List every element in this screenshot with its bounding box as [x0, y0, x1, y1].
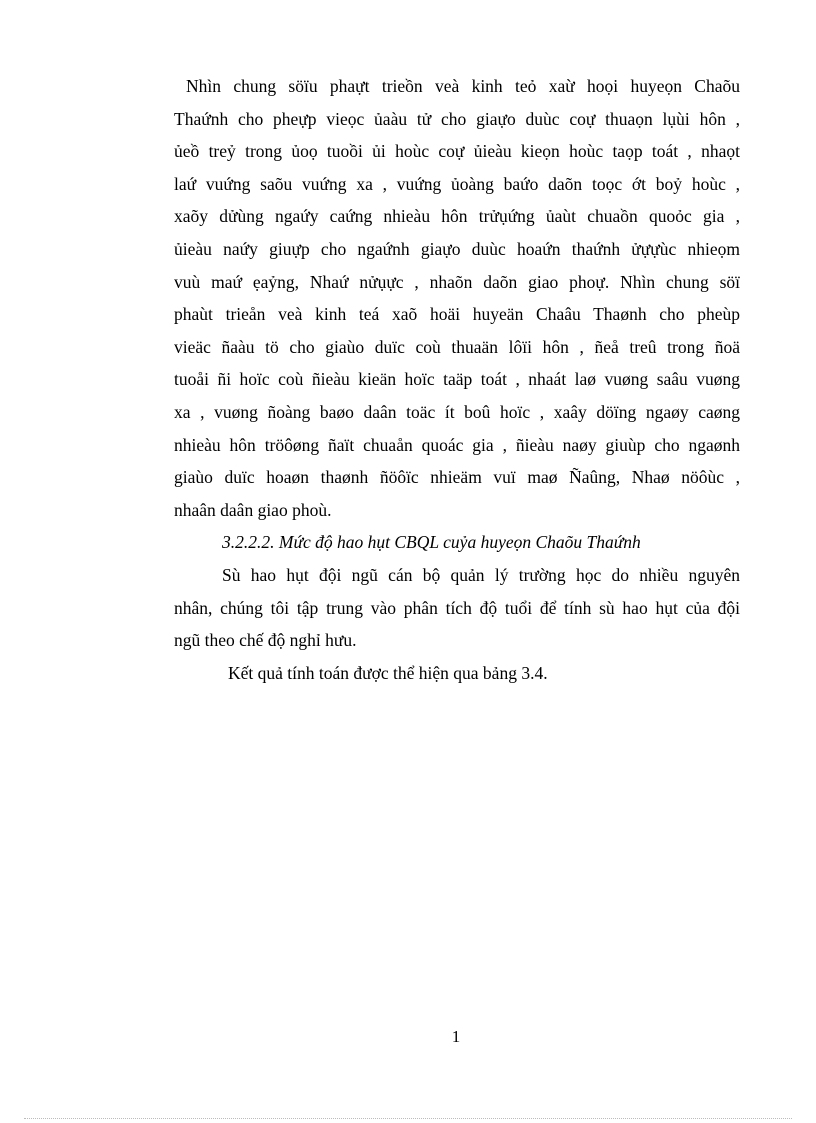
paragraph-line: xa , vuøng ñoàng baøo daân toäc ít boû hoïc , xaây döïng ngaøy caøng — [174, 401, 740, 422]
paragraph-line: tuoåi ñi hoïc coù ñieàu kieän hoïc taäp toát , nhaát laø vuøng saâu vuøng — [174, 369, 740, 390]
paragraph-line: vieäc ñaàu tö cho giaùo duïc coù thuaän lôïi hôn , ñeå treû trong ñoä — [174, 336, 740, 357]
paragraph-line: vuù maứ ẹaỷng, Nhaứ nửụực , nhaõn daõn giao phoự. Nhìn chung söï — [174, 271, 740, 292]
paragraph-line: Sù hao hụt đội ngũ cán bộ quản lý trường học do nhiều nguyên — [222, 564, 740, 585]
paragraph-line: ủeồ treỷ trong ủoọ tuoồi ủi hoùc coự ủieàu kieọn hoùc taọp toát , nhaọt — [174, 141, 740, 162]
page-bottom-divider — [24, 1118, 792, 1119]
paragraph-line: ủieàu naứy giuựp cho ngaứnh giaựo duùc hoaứn thaứnh ửựựùc nhieọm — [174, 238, 740, 259]
page-number: 1 — [451, 1027, 461, 1046]
paragraph-line: nhân, chúng tôi tập trung vào phân tích độ tuổi để tính sù hao hụt của đội — [174, 597, 740, 618]
paragraph-line: xaõy dửùng ngaứy caứng nhieàu hôn trửụứng ủaùt chuaồn quoỏc gia , — [174, 206, 740, 227]
section-heading: 3.2.2.2. Mức độ hao hụt CBQL cuỷa huyeọn Chaõu Thaứnh — [222, 532, 641, 553]
paragraph-line: Thaứnh cho pheựp vieọc ủaàu tử cho giaựo duùc coự thuaọn lụùi hôn , — [174, 108, 740, 129]
paragraph-line: giaùo duïc hoaøn thaønh ñöôïc nhieäm vuï maø Ñaûng, Nhaø nöôùc , — [174, 467, 740, 488]
paragraph-line: nhieàu hôn tröôøng ñaït chuaån quoác gia , ñieàu naøy giuùp cho ngaønh — [174, 434, 740, 455]
body-text — [174, 70, 740, 689]
paragraph-line: nhaân daân giao phoù. — [174, 499, 332, 520]
paragraph-line: phaùt trieån veà kinh teá xaõ hoäi huyeän Chaâu Thaønh cho pheùp — [174, 304, 740, 325]
paragraph-line: laứ vuứng saõu vuứng xa , vuứng ủoàng baứo daõn toọc ớt boỷ hoùc , — [174, 173, 740, 194]
paragraph-line: ngũ theo chế độ nghỉ hưu. — [174, 630, 357, 651]
paragraph-line: Nhìn chung söïu phaựt trieồn veà kinh teỏ xaừ hoọi huyeọn Chaõu — [186, 76, 740, 96]
result-line: Kết quả tính toán được thể hiện qua bảng 3.4. — [228, 662, 548, 683]
